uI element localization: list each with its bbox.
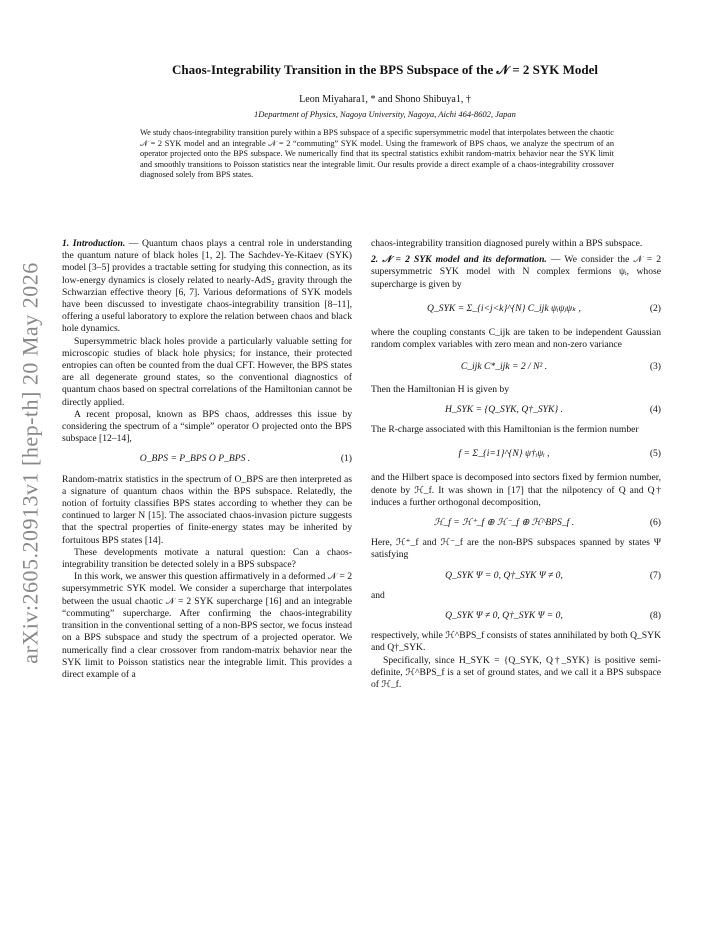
arxiv-id: arXiv:2605.20913v1 [hep-th] 20 May 2026 [18,262,44,664]
equation-7-number: (7) [649,569,661,581]
paper-authors: Leon Miyahara1, * and Shono Shibuya1, † [299,94,471,105]
equation-8-number: (8) [649,610,661,622]
right-column [371,238,661,691]
left-column [62,238,352,681]
abstract: We study chaos-integrability transition purely within a BPS subspace of a specific supersymmetric model that interpolates between the chaotic 𝒩 = 2 SYK model and an integrable 𝒩 = 2 “commuting” SYK model. Using the framework of BPS chaos, we analyze the spectrum of an operator projected onto the BPS subspace. We numerically find that its spectral statistics exhibit random-matrix behavior near the SYK limit and smoothly transitions to Poisson statistics near the integrable limit. Our results provide a direct example of a chaos-integrability crossover diagnosed solely from BPS states. [140,128,614,180]
equation-6-body: ℋ_f = ℋ⁺_f ⊕ ℋ⁻_f ⊕ ℋ^BPS_f . [433,517,575,529]
section-heading-introduction: 1. Introduction. [62,238,126,249]
intro-paragraph-3: A recent proposal, known as BPS chaos, addresses this issue by considering the spectrum of a “simple” operator O projected onto the BPS subspace [12–14], [62,408,352,445]
model-paragraph-5: and the Hilbert space is decomposed into sectors fixed by fermion number, denote by ℋ_f. It was shown in [17] that the nilpotency of Q and Q† induces a further orthogonal decomposition, [371,472,661,508]
equation-2 [371,303,661,315]
equation-4-number: (4) [649,403,661,415]
equation-5-body: f = Σ_{i=1}^{N} ψ†ᵢψᵢ , [458,448,550,460]
intro-paragraph-continued: chaos-integrability transition diagnosed purely within a BPS subspace. [371,238,643,249]
equation-5 [371,448,661,460]
paper-affiliation: 1Department of Physics, Nagoya University, Nagoya, Aichi 464-8602, Japan [254,109,516,119]
intro-paragraph-5: These developments motivate a natural question: Can a chaos-integrability transition be detected solely in a BPS subspace? [62,546,352,571]
equation-1 [62,453,352,465]
model-paragraph-1: 2. 𝒩 = 2 SYK model and its deformation. — We consider the 𝒩 = 2 supersymmetric SYK model with N complex fermions ψᵢ, whose supercharge is given by [371,254,661,290]
equation-3-number: (3) [649,361,661,373]
equation-2-number: (2) [649,302,661,314]
equation-6-number: (6) [649,517,661,529]
equation-6 [371,517,661,529]
intro-paragraph-4: Random-matrix statistics in the spectrum of O_BPS are then interpreted as a signature of quantum chaos within the BPS subspace. Relatedly, the notion of fortuity classifies BPS states according to whether they can be continued to larger N [15]. The associated chaos-invasion picture suggests that the spectral properties of finite-energy states may be inherited by fortuitous BPS states [14]. [62,473,352,546]
equation-4 [371,404,661,416]
equation-1-number: (1) [340,453,352,465]
arxiv-sidebar-stamp [14,262,48,664]
model-paragraph-2: where the coupling constants C_ijk are taken to be independent Gaussian random complex variables with zero mean and non-zero variance [371,327,661,351]
equation-8 [371,610,661,622]
equation-1-body: O_BPS = P_BPS O P_BPS . [139,453,251,465]
equation-4-body: H_SYK = {Q_SYK, Q†_SYK} . [444,403,564,415]
model-paragraph-7: and [371,589,385,601]
intro-paragraph-2: Supersymmetric black holes provide a particularly valuable setting for microscopic studies of black hole physics; for instance, their protected entropies can often be counted from the dual CFT. However, the BPS states are all degenerate ground states, so the conventional diagnostics of quantum chaos based on spectral correlations of the Hamiltonian cannot be directly applied. [62,335,352,408]
equation-8-body: Q_SYK Ψ ≠ 0, Q†_SYK Ψ = 0, [445,610,563,622]
model-paragraph-9: Specifically, since H_SYK = {Q_SYK, Q†_SYK} is positive semi-definite, ℋ^BPS_f is a set of ground states, and we call it a BPS subspace of ℋ_f. [371,654,661,691]
equation-7-body: Q_SYK Ψ = 0, Q†_SYK Ψ ≠ 0, [445,569,563,581]
equation-2-body: Q_SYK = Σ_{i<j<k}^{N} C_ijk ψᵢψⱼψₖ , [427,302,581,314]
model-paragraph-6: Here, ℋ⁺_f and ℋ⁻_f are the non-BPS subspaces spanned by states Ψ satisfying [371,537,661,561]
intro-paragraph-1: 1. Introduction. — Quantum chaos plays a central role in understanding the quantum nature of black holes [1, 2]. The Sachdev-Ye-Kitaev (SYK) model [3–5] provides a tractable setting for studying this connection, as its low-energy dynamics is closely related to nearly-AdS₂ gravity through the Schwarzian effective theory [6, 7]. Various deformations of SYK models have been discussed to investigate chaos-integrability transition [8–11], offering a useful laboratory to explore the relation between chaos and black hole dynamics. [62,238,352,335]
equation-7 [371,570,661,582]
model-paragraph-3: Then the Hamiltonian H is given by [371,383,510,395]
equation-3 [371,361,661,373]
intro-paragraph-6: In this work, we answer this question affirmatively in a deformed 𝒩 = 2 supersymmetric SYK model. We consider a supercharge that interpolates between the usual chaotic 𝒩 = 2 SYK supercharge [16] and an integrable “commuting” supercharge. After confirming the chaos-integrability transition in the conventional setting of a non-BPS sector, we focus instead on a BPS subspace and study the spectrum of a projected operator. We numerically find a clear crossover from random-matrix behavior near the SYK limit to Poisson statistics near the integrable limit. This provides a direct example of a [62,571,352,680]
model-paragraph-8: respectively, while ℋ^BPS_f consists of states annihilated by both Q_SYK and Q†_SYK. [371,630,661,654]
equation-3-body: C_ijk C*_ijk = 2 / N² . [460,361,548,373]
paper-title: Chaos-Integrability Transition in the BPS Subspace of the 𝒩 = 2 SYK Model [171,62,599,77]
equation-5-number: (5) [649,448,661,460]
model-paragraph-4: The R-charge associated with this Hamiltonian is the fermion number [371,424,639,436]
section-heading-model: 2. 𝒩 = 2 SYK model and its deformation. [371,254,547,266]
